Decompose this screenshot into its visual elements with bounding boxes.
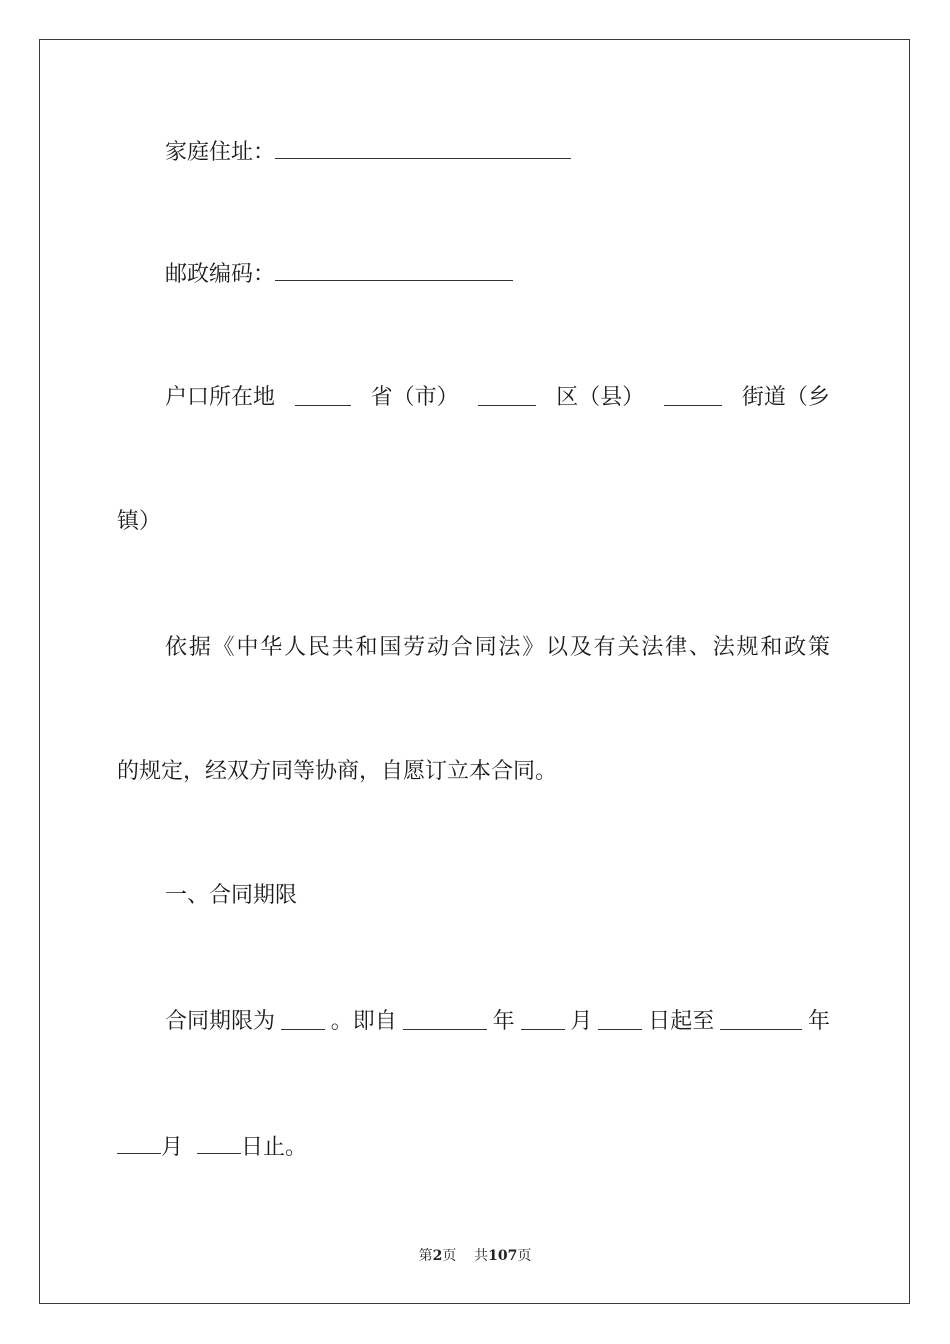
basis-line-1 [165, 633, 830, 663]
address-blank[interactable] [275, 136, 571, 159]
footer-page-prefix: 第 [418, 1248, 433, 1264]
term-line-2 [0, 1131, 950, 1163]
hukou-cont: 镇） [117, 509, 162, 534]
hukou-province: 省（市） [370, 385, 459, 410]
term-day1-to: 日起至 [648, 1009, 715, 1034]
section1-heading: 一、合同期限 [165, 883, 298, 908]
end-month-blank[interactable] [117, 1131, 161, 1154]
postal-line [0, 258, 950, 290]
basis-line-2 [0, 757, 950, 787]
footer-total-suffix: 页 [517, 1248, 532, 1264]
term-year1: 年 [492, 1009, 515, 1034]
footer-total-num: 107 [488, 1248, 518, 1264]
page-footer [0, 1247, 950, 1265]
section-heading-line [0, 881, 950, 911]
term-year2: 年 [807, 1009, 830, 1034]
term-prefix: 合同期限为 [165, 1009, 276, 1034]
hukou-prefix: 户口所在地 [165, 385, 276, 410]
end-year-blank[interactable] [720, 1007, 802, 1030]
start-day-blank[interactable] [598, 1007, 642, 1030]
hukou-district: 区（县） [556, 385, 645, 410]
footer-page-suffix: 页 [442, 1248, 457, 1264]
end-day-blank[interactable] [197, 1131, 241, 1154]
street-blank[interactable] [664, 383, 722, 406]
postal-blank[interactable] [275, 258, 513, 281]
address-label: 家庭住址： [165, 140, 276, 165]
term-blank[interactable] [281, 1007, 325, 1030]
term-month1: 月 [570, 1009, 593, 1034]
term-line [165, 1007, 830, 1037]
term-day2-end: 日止。 [241, 1135, 308, 1160]
province-blank[interactable] [295, 383, 351, 406]
district-blank[interactable] [478, 383, 536, 406]
term-from: 。即自 [330, 1009, 397, 1034]
basis-text-2: 的规定，经双方同等协商，自愿订立本合同。 [117, 759, 558, 784]
page-border [39, 39, 910, 1304]
hukou-street: 街道（乡 [741, 385, 830, 410]
hukou-line [165, 383, 830, 413]
address-line [0, 136, 950, 168]
start-month-blank[interactable] [521, 1007, 565, 1030]
postal-label: 邮政编码： [165, 262, 276, 287]
footer-total-prefix: 共 [474, 1248, 489, 1264]
hukou-cont-line [0, 507, 950, 537]
basis-text-1: 依据《中华人民共和国劳动合同法》以及有关法律、法规和政策 [165, 635, 830, 660]
footer-page-num: 2 [432, 1248, 443, 1264]
term-month2: 月 [161, 1135, 184, 1160]
start-year-blank[interactable] [403, 1007, 487, 1030]
